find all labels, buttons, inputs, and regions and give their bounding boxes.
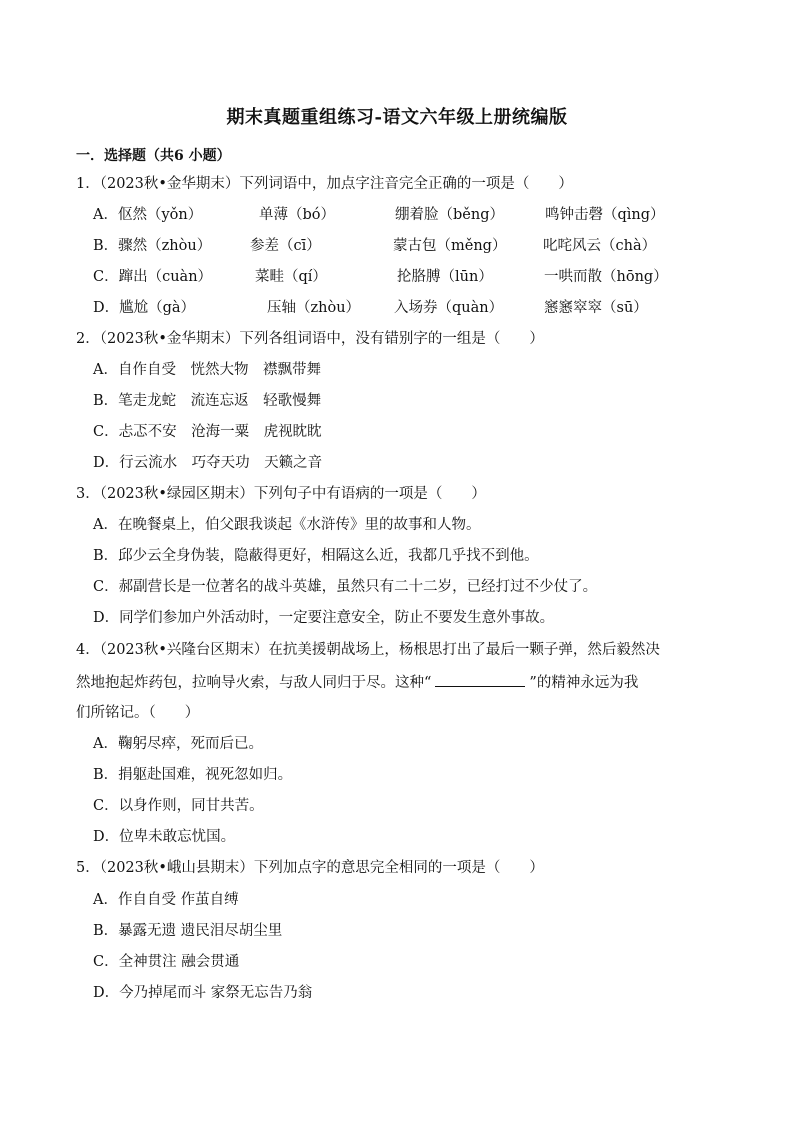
question-3-stem: 3．（2023秋•绿园区期末）下列句子中有语病的一项是（ ） <box>76 486 486 502</box>
question-4-stem-line-1: 4．（2023秋•兴隆台区期末）在抗美援朝战场上，杨根思打出了最后一颗子弹，然后毅然决 <box>76 642 660 658</box>
question-3-option-b: B．邱少云全身伪装，隐蔽得更好，相隔这么近，我都几乎找不到他。 <box>93 548 539 564</box>
question-2-option-b: B．笔走龙蛇 流连忘返 轻歌慢舞 <box>93 393 322 409</box>
question-4-stem-part-b: ”的精神永远为我 <box>529 675 639 691</box>
question-5-option-d: D．今乃掉尾而斗 家祭无忘告乃翁 <box>93 985 313 1001</box>
option-cell: 菜畦（qí） <box>255 269 327 285</box>
question-5-option-a: A．作自自受 作茧自缚 <box>93 892 239 908</box>
document-title: 期末真题重组练习-语文六年级上册统编版 <box>226 107 568 128</box>
question-3-option-d: D．同学们参加户外活动时，一定要注意安全，防止不要发生意外事故。 <box>93 610 555 626</box>
option-cell: 蒙古包（měng） <box>393 238 507 254</box>
option-cell: C．蹿出（cuàn） <box>93 269 213 285</box>
question-2-option-a: A．自作自受 恍然大物 襟飘带舞 <box>93 362 321 378</box>
option-cell: 抡胳膊（lūn） <box>397 269 493 285</box>
question-1-row-d <box>93 298 683 318</box>
question-4-stem-part-a: 然地抱起炸药包，拉响导火索，与敌人同归于尽。这种“ <box>76 675 432 691</box>
question-4-stem-line-2 <box>76 672 638 693</box>
question-3-option-c: C．郝副营长是一位著名的战斗英雄，虽然只有二十二岁，已经打过不少仗了。 <box>93 579 598 595</box>
question-2-option-d: D．行云流水 巧夺天功 天籁之音 <box>93 455 323 471</box>
option-cell: D．尴尬（gà） <box>93 300 196 316</box>
section-heading: 一．选择题（共6 小题） <box>76 148 231 164</box>
question-4-stem-line-3: 们所铭记。（ ） <box>76 705 200 721</box>
question-1-row-b <box>93 236 683 256</box>
question-4-option-b: B．捐躯赴国难，视死忽如归。 <box>93 767 293 783</box>
question-4-option-a: A．鞠躬尽瘁，死而后已。 <box>93 736 263 752</box>
option-cell: 鸣钟击磬（qìng） <box>545 207 665 223</box>
option-cell: 一哄而散（hōng） <box>544 269 668 285</box>
option-cell: 参差（cī） <box>250 238 321 254</box>
option-cell: 绷着脸（běng） <box>395 207 504 223</box>
option-cell: 窸窸窣窣（sū） <box>544 300 648 316</box>
question-4-option-c: C．以身作则，同甘共苦。 <box>93 798 264 814</box>
option-cell: B．骤然（zhòu） <box>93 238 212 254</box>
answer-blank[interactable] <box>435 672 525 687</box>
question-3-option-a: A．在晚餐桌上，伯父跟我谈起《水浒传》里的故事和人物。 <box>93 517 481 533</box>
question-1-stem: 1．（2023秋•金华期末）下列词语中，加点字注音完全正确的一项是（ ） <box>76 176 573 192</box>
question-2-stem: 2．（2023秋•金华期末）下列各组词语中，没有错别字的一组是（ ） <box>76 331 544 347</box>
question-2-option-c: C．忐忑不安 沧海一粟 虎视眈眈 <box>93 424 322 440</box>
question-5-stem: 5．（2023秋•峨山县期末）下列加点字的意思完全相同的一项是（ ） <box>76 860 544 876</box>
option-cell: 入场券（quàn） <box>394 300 504 316</box>
option-cell: 单薄（bó） <box>259 207 336 223</box>
option-cell: 压轴（zhòu） <box>267 300 361 316</box>
question-4-option-d: D．位卑未敢忘忧国。 <box>93 829 236 845</box>
question-1-row-a <box>93 205 683 225</box>
option-cell: A．伛然（yǒn） <box>93 207 203 223</box>
question-5-option-c: C．全神贯注 融会贯通 <box>93 954 240 970</box>
option-cell: 叱咤风云（chà） <box>543 238 657 254</box>
question-1-row-c <box>93 267 683 287</box>
question-5-option-b: B．暴露无遗 遗民泪尽胡尘里 <box>93 923 283 939</box>
